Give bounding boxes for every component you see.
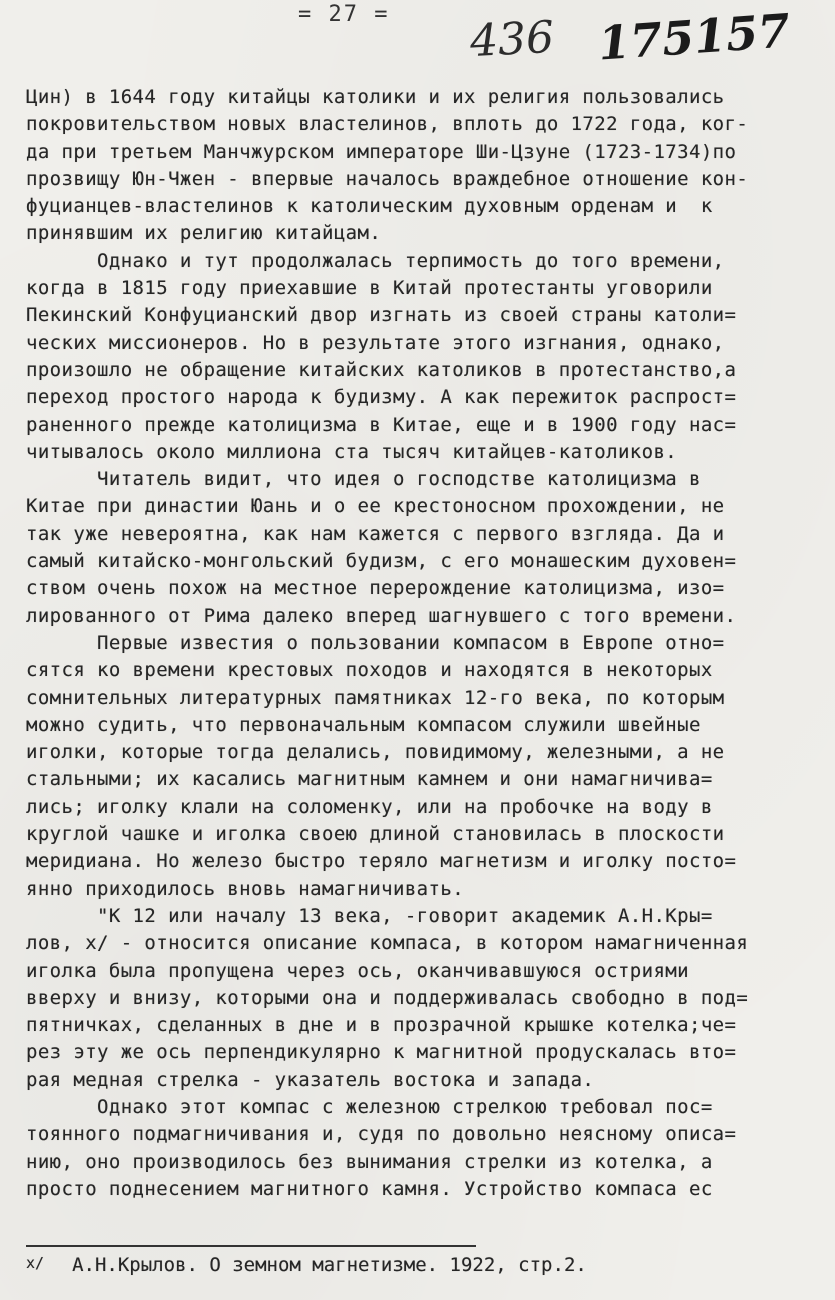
footnote-text: А.Н.Крылов. О земном магнетизме. 1922, стр.2.: [72, 1254, 587, 1276]
text-line: сятся ко времени крестовых походов и находятся в некоторых: [26, 659, 713, 682]
text-line: так уже невероятна, как нам кажется с первого взгляда. Да и: [26, 522, 725, 545]
text-line: ством очень похож на местное перерождение католицизма, изо=: [26, 577, 725, 600]
text-line: читывалось около миллиона ста тысяч китайцев-католиков.: [26, 440, 678, 463]
text-line: меридиана. Но железо быстро теряло магнетизм и иголку посто=: [26, 850, 737, 873]
text-line: лись; иголку клали на соломенку, или на пробочке на воду в: [26, 795, 713, 818]
text-line: когда в 1815 году приехавшие в Китай протестанты уговорили: [26, 277, 713, 300]
text-line: тоянного подмагничивания и, судя по довольно неясному описа=: [26, 1123, 737, 1146]
text-line: лированного от Рима далеко вперед шагнувшего с того времени.: [26, 604, 737, 627]
text-line: раненного прежде католицизма в Китае, еще и в 1900 году нас=: [26, 413, 737, 436]
text-line: фуцианцев-властелинов к католическим духовным орденам и к: [26, 195, 713, 218]
archive-number: 175157: [596, 3, 792, 71]
text-line: самый китайско-монгольский будизм, с его монашеским духовен=: [26, 550, 737, 573]
text-line: рез эту же ось перпендикулярно к магнитной продускалась вто=: [26, 1041, 737, 1064]
text-line: сомнительных литературных памятниках 12-го века, по которым: [26, 686, 725, 709]
text-line: стальными; их касались магнитным камнем и они намагничива=: [26, 768, 713, 791]
text-line: да при третьем Манчжурском императоре Ши-Цзуне (1723-1734)по: [26, 140, 737, 163]
text-line: иголка была пропущена через ось, оканчивавшуюся остриями: [26, 959, 689, 982]
text-line: иголки, которые тогда делались, повидимому, железными, а не: [26, 741, 725, 764]
text-line: вверху и внизу, которыми она и поддерживалась свободно в под=: [26, 986, 749, 1009]
handwritten-note: 436: [468, 11, 556, 68]
text-line: "К 12 или началу 13 века, -говорит академик А.Н.Кры=: [26, 904, 713, 927]
text-line: Однако и тут продолжалась терпимость до того времени,: [26, 249, 725, 272]
text-line: Цин) в 1644 году китайцы католики и их религия пользовались: [26, 86, 725, 108]
text-line: Пекинский Конфуцианский двор изгнать из своей страны католи=: [26, 304, 737, 327]
text-line: круглой чашке и иголка своею длиной становилась в плоскости: [26, 823, 725, 846]
body-text: [26, 84, 832, 1203]
text-line: пятничках, сделанных в дне и в прозрачной крышке котелка;че=: [26, 1014, 737, 1037]
footnote-marker: x/: [26, 1254, 45, 1272]
text-line: лов, x/ - относится описание компаса, в котором намагниченная: [26, 932, 749, 955]
text-line: рая медная стрелка - указатель востока и запада.: [26, 1068, 595, 1091]
text-line: янно приходилось вновь намагничивать.: [26, 877, 465, 900]
text-line: ческих миссионеров. Но в результате этого изгнания, однако,: [26, 331, 725, 354]
text-line: просто поднесением магнитного камня. Устройство компаса ес: [26, 1177, 713, 1200]
text-line: можно судить, что первоначальным компасом служили швейные: [26, 713, 701, 736]
text-line: Первые известия о пользовании компасом в Европе отно=: [26, 631, 725, 654]
text-line: прозвищу Юн-Чжен - впервые началось враждебное отношение кон-: [26, 167, 749, 190]
text-line: покровительством новых властелинов, вплоть до 1722 года, ког-: [26, 113, 749, 136]
text-line: произошло не обращение китайских католиков в протестанство,а: [26, 358, 737, 381]
text-line: Китае при династии Юань и о ее крестоносном прохождении, не: [26, 495, 725, 518]
footnote-divider: [26, 1245, 476, 1247]
page-number: = 27 =: [298, 2, 390, 27]
text-line: принявшим их религию китайцам.: [26, 222, 382, 245]
text-line: нию, оно производилось без вынимания стрелки из котелка, а: [26, 1150, 713, 1173]
text-line: Читатель видит, что идея о господстве католицизма в: [26, 468, 701, 491]
footnote: [26, 1254, 726, 1276]
text-line: Однако этот компас с железною стрелкою требовал пос=: [26, 1095, 713, 1118]
text-line: переход простого народа к будизму. А как пережиток распрост=: [26, 386, 737, 409]
